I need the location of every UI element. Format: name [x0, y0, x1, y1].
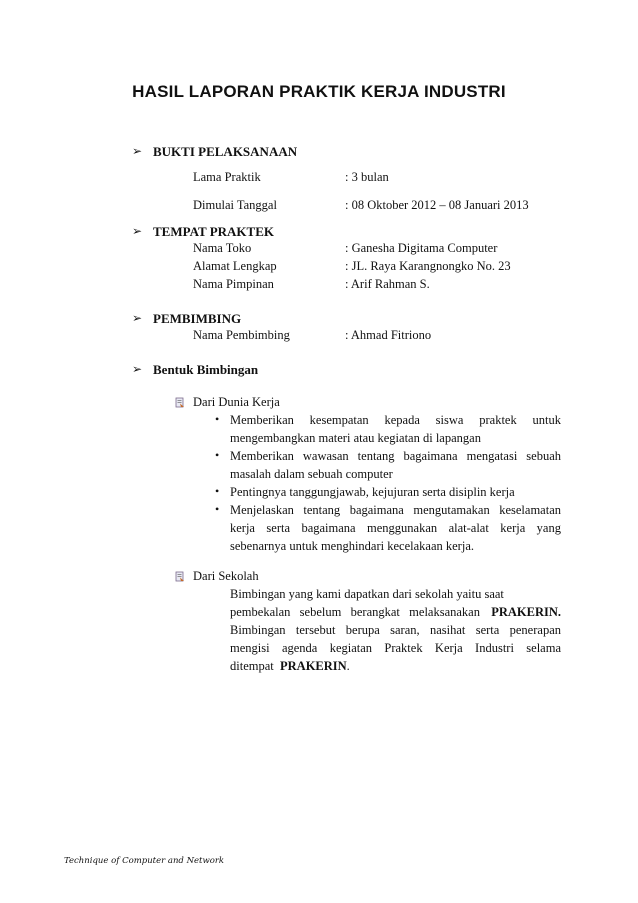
sekolah-text: pembekalan sebelum berangkat melaksanakan: [230, 605, 480, 619]
value-dimulai-tanggal: : 08 Oktober 2012 – 08 Januari 2013: [345, 198, 529, 212]
section-heading-bentuk: Bentuk Bimbingan: [153, 362, 259, 377]
page-title: HASIL LAPORAN PRAKTIK KERJA INDUSTRI: [132, 82, 506, 101]
prakerin-bold: PRAKERIN.: [491, 605, 561, 619]
document-icon: [175, 397, 185, 408]
value-nama-toko: : Ganesha Digitama Computer: [345, 241, 498, 255]
sub-heading-dunia-kerja: Dari Dunia Kerja: [193, 395, 280, 409]
sub-heading-sekolah: Dari Sekolah: [193, 569, 259, 583]
bullet-text-line: sebenarnya untuk menghindari kecelakaan kerja.: [230, 539, 474, 553]
bullet-text-line: Memberikan kesempatan kepada siswa praktek untuk: [230, 413, 561, 427]
bullet-dot: •: [215, 448, 220, 462]
sekolah-text-line: mengisi agenda kegiatan Praktek Kerja Industri selama: [230, 641, 561, 655]
label-dimulai-tanggal: Dimulai Tanggal: [193, 198, 277, 212]
bullet-dot: •: [215, 412, 220, 426]
sekolah-text-line-last: [230, 659, 350, 674]
value-nama-pimpinan: : Arif Rahman S.: [345, 277, 430, 291]
sekolah-text: ditempat: [230, 659, 274, 673]
sekolah-text-line: Bimbingan tersebut berupa saran, nasihat serta penerapan: [230, 623, 561, 637]
value-alamat: : JL. Raya Karangnongko No. 23: [345, 259, 511, 273]
label-lama-praktik: Lama Praktik: [193, 170, 261, 184]
arrow-bullet-icon: ➢: [132, 311, 143, 325]
arrow-bullet-icon: ➢: [132, 224, 143, 238]
section-heading-pembimbing: PEMBIMBING: [153, 311, 242, 326]
prakerin-bold: PRAKERIN: [280, 659, 347, 673]
arrow-bullet-icon: ➢: [132, 362, 143, 376]
label-alamat: Alamat Lengkap: [193, 259, 277, 273]
label-nama-pembimbing: Nama Pembimbing: [193, 328, 290, 342]
page-footer: Technique of Computer and Network: [64, 856, 225, 866]
sekolah-text-line: Bimbingan yang kami dapatkan dari sekolah yaitu saat: [230, 587, 504, 601]
section-heading-tempat: TEMPAT PRAKTEK: [153, 224, 274, 239]
bullet-text-line: Menjelaskan tentang bagaimana mengutamakan keselamatan: [230, 503, 561, 517]
bullet-text-line: Pentingnya tanggungjawab, kejujuran serta disiplin kerja: [230, 485, 515, 499]
label-nama-pimpinan: Nama Pimpinan: [193, 277, 274, 291]
document-icon: [175, 571, 185, 582]
bullet-text-line: Memberikan wawasan tentang bagaimana mengatasi sebuah: [230, 449, 561, 463]
bullet-text-line: masalah dalam sebuah computer: [230, 467, 393, 481]
value-lama-praktik: : 3 bulan: [345, 170, 389, 184]
value-nama-pembimbing: : Ahmad Fitriono: [345, 328, 432, 342]
arrow-bullet-icon: ➢: [132, 144, 143, 158]
bullet-text-line: mengembangkan materi atau kegiatan di lapangan: [230, 431, 481, 445]
bullet-dot: •: [215, 502, 220, 516]
section-heading-bukti: BUKTI PELAKSANAAN: [153, 144, 298, 159]
bullet-text-line: kerja serta bagaimana menggunakan alat-alat kerja yang: [230, 521, 561, 535]
label-nama-toko: Nama Toko: [193, 241, 252, 255]
sekolah-text: .: [346, 659, 350, 673]
bullet-dot: •: [215, 484, 220, 498]
